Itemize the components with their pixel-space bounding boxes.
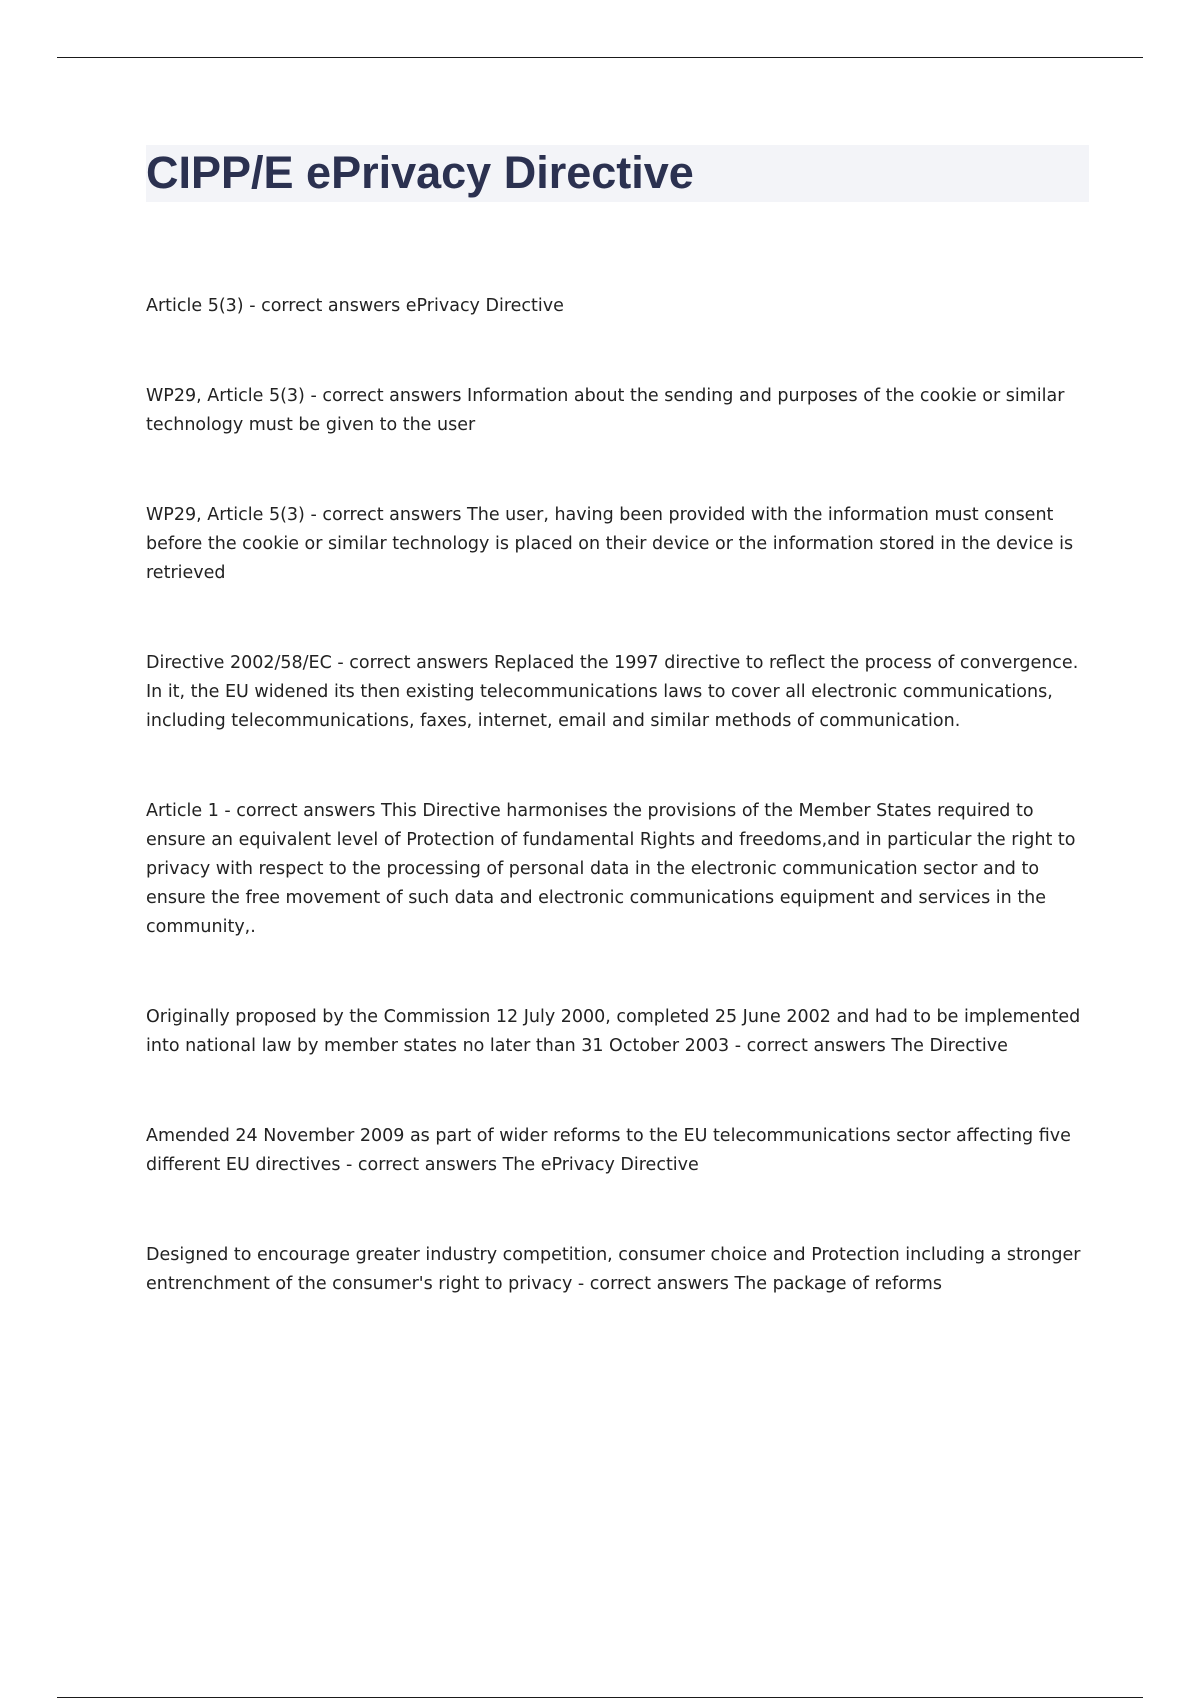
entry-amended-2009: Amended 24 November 2009 as part of wider reforms to the EU telecommunications sector affecting five different EU directives - correct answers The ePrivacy Directive xyxy=(146,1126,1071,1175)
entry-wp29-information: WP29, Article 5(3) - correct answers Information about the sending and purposes of the cookie or similar technology must be given to the user xyxy=(146,386,1065,435)
top-rule xyxy=(57,57,1143,58)
entry-article-1: Article 1 - correct answers This Directive harmonises the provisions of the Member States required to ensure an equivalent level of Protection of fundamental Rights and freedoms,and in particular the right to privacy with respect to the processing of personal data in the electronic communication sector and to ensure the free movement of such data and electronic communications equipment and services in the community,. xyxy=(146,801,1076,937)
entry-originally-proposed: Originally proposed by the Commission 12 July 2000, completed 25 June 2002 and had to be implemented into national law by member states no later than 31 October 2003 - correct answers The Directive xyxy=(146,1007,1081,1056)
entry-list xyxy=(146,292,1089,1360)
entry-package-of-reforms: Designed to encourage greater industry competition, consumer choice and Protection including a stronger entrenchment of the consumer's right to privacy - correct answers The package of reforms xyxy=(146,1245,1081,1294)
bottom-rule xyxy=(57,1697,1143,1698)
entry-article-5-3: Article 5(3) - correct answers ePrivacy Directive xyxy=(146,296,564,316)
entry-wp29-consent: WP29, Article 5(3) - correct answers The user, having been provided with the information must consent before the cookie or similar technology is placed on their device or the information stored in the device is retrieved xyxy=(146,505,1074,583)
document-title: CIPP/E ePrivacy Directive xyxy=(146,147,694,198)
entry-directive-2002-58-ec: Directive 2002/58/EC - correct answers Replaced the 1997 directive to reflect the process of convergence. In it, the EU widened its then existing telecommunications laws to cover all electronic communications, including telecommunications, faxes, internet, email and similar methods of communication. xyxy=(146,653,1079,731)
